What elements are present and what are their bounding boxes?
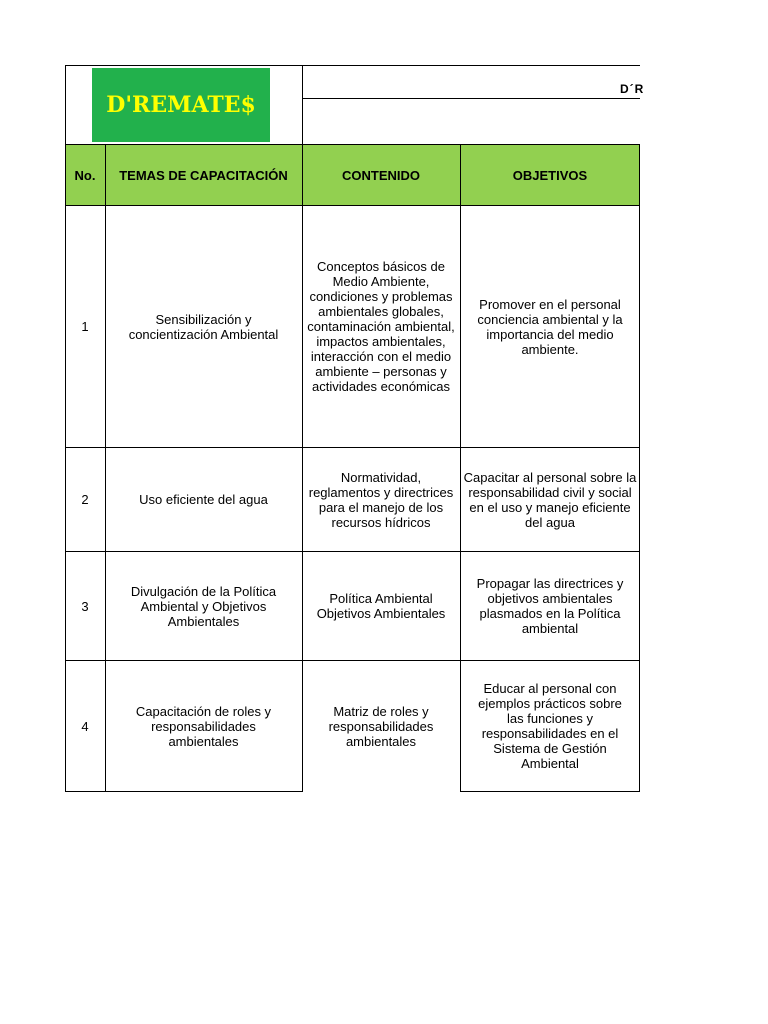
grid-line (65, 144, 640, 145)
grid-line (460, 144, 461, 792)
row-contenido: Matriz de roles y responsabilidades ambientales (328, 703, 434, 749)
grid-line (302, 98, 640, 99)
row-objetivo: Promover en el personal conciencia ambiental y la importancia del medio ambiente. (477, 296, 623, 357)
logo-text: D'REMATE$ (106, 92, 256, 118)
row-contenido: Normatividad, reglamentos y directrices para el manejo de los recursos hídricos (308, 469, 454, 530)
row-tema: Divulgación de la Política Ambiental y Objetivos Ambientales (130, 583, 277, 629)
row-tema: Capacitación de roles y responsabilidades ambientales (135, 703, 272, 749)
document-title: D´R (620, 82, 645, 96)
row-tema: Uso eficiente del agua (139, 492, 268, 507)
grid-line (65, 65, 640, 66)
grid-line (65, 791, 303, 792)
row-objetivo: Educar al personal con ejemplos prácticos sobre las funciones y responsabilidades en el Sistema de Gestión Ambiental (478, 681, 622, 771)
grid-line (460, 791, 640, 792)
row-number: 3 (81, 598, 89, 614)
grid-line (65, 447, 640, 448)
row-number: 1 (81, 319, 89, 334)
row-contenido: Política Ambiental Objetivos Ambientales (316, 591, 446, 621)
grid-line (65, 65, 66, 792)
grid-line (105, 144, 106, 792)
column-header-objetivos: OBJETIVOS (512, 167, 588, 183)
company-logo (92, 68, 270, 142)
column-header-no: No. (74, 167, 96, 183)
column-header-temas: TEMAS DE CAPACITACIÓN (119, 167, 288, 183)
grid-line (65, 660, 640, 661)
column-header-contenido: CONTENIDO (342, 167, 420, 183)
row-objetivo: Capacitar al personal sobre la responsabilidad civil y social en el uso y manejo eficiente del agua (463, 469, 637, 530)
grid-line (65, 205, 640, 206)
grid-line (302, 65, 303, 792)
row-number: 2 (81, 492, 89, 507)
grid-line (639, 144, 640, 792)
grid-line (65, 551, 640, 552)
row-tema: Sensibilización y concientización Ambiental (128, 311, 279, 342)
row-objetivo: Propagar las directrices y objetivos ambientales plasmados en la Política ambiental (476, 576, 624, 636)
row-contenido: Conceptos básicos de Medio Ambiente, condiciones y problemas ambientales globales, contaminación ambiental, impactos ambientales, interacción con el medio ambiente – personas y actividades económicas (307, 259, 455, 394)
row-number: 4 (81, 718, 89, 734)
